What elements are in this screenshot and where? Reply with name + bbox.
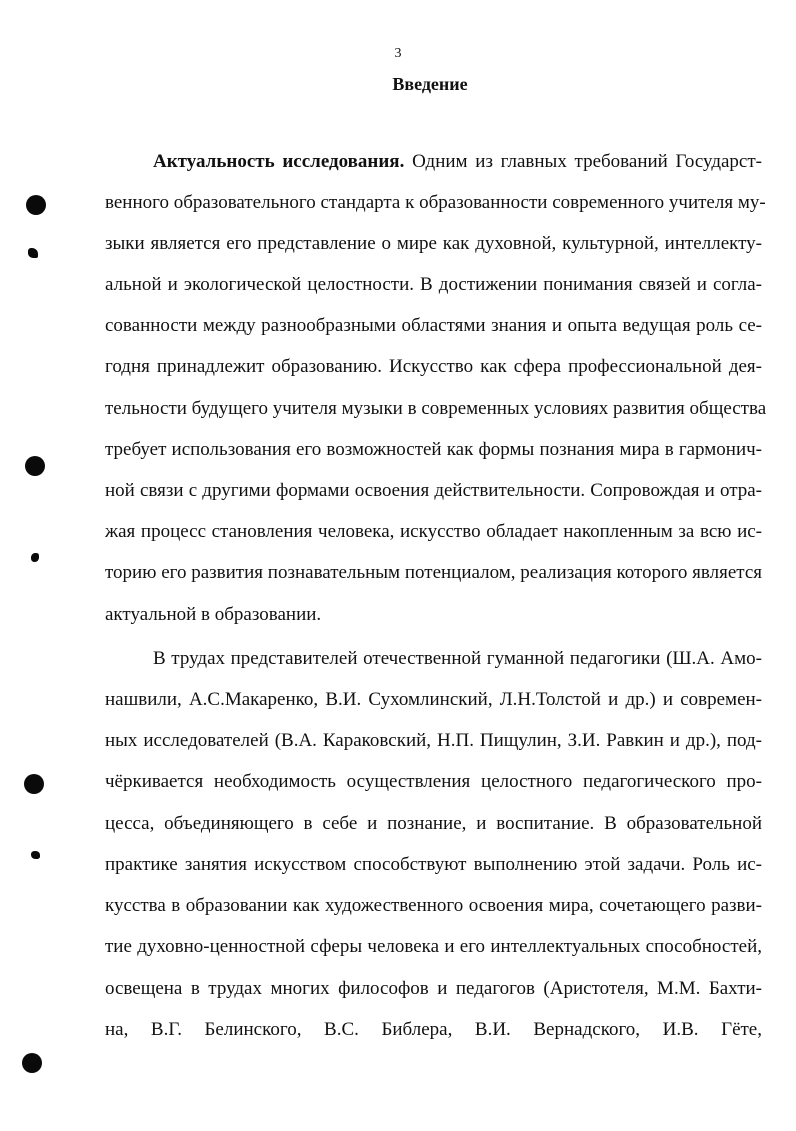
lead-phrase: Актуальность исследования. [153, 151, 405, 172]
scan-speck [28, 248, 38, 258]
punch-hole [26, 195, 46, 215]
text-line: тие духовно-ценностной сферы человека и его интеллектуальных способностей, [105, 936, 762, 957]
text-line: ной связи с другими формами освоения действительности. Сопровождая и отра- [105, 480, 762, 501]
punch-hole [24, 774, 44, 794]
text-line: чёркивается необходимость осуществления целостного педагогического про- [105, 771, 762, 792]
punch-hole [25, 456, 45, 476]
text-line: В трудах представителей отечественной гуманной педагогики (Ш.А. Амо- [153, 648, 762, 669]
text-line: венного образовательного стандарта к образованности современного учителя му- [105, 192, 766, 213]
text-line: торию его развития познавательным потенциалом, реализация которого является [105, 562, 762, 583]
text-line: на, В.Г. Белинского, В.С. Библера, В.И. Вернадского, И.В. Гёте, [105, 1019, 762, 1040]
text-line: зыки является его представление о мире как духовной, культурной, интеллекту- [105, 233, 762, 254]
page-number: 3 [394, 46, 402, 61]
page-heading: Введение [392, 74, 468, 94]
text-line: тельности будущего учителя музыки в современных условиях развития общества [105, 398, 767, 419]
text-line: ных исследователей (В.А. Караковский, Н.П. Пищулин, З.И. Равкин и др.), под- [105, 730, 762, 751]
text-line: годня принадлежит образованию. Искусство как сфера профессиональной дея- [105, 356, 762, 377]
text-line: кусства в образовании как художественного освоения мира, сочетающего разви- [105, 895, 762, 916]
scan-speck [31, 553, 39, 562]
scan-speck [31, 851, 40, 859]
text-line: актуальной в образовании. [105, 604, 322, 625]
text-line: требует использования его возможностей как формы познания мира в гармонич- [105, 439, 762, 460]
text-line: практике занятия искусством способствуют выполнению этой задачи. Роль ис- [105, 854, 762, 875]
text-line: сованности между разнообразными областями знания и опыта ведущая роль се- [105, 315, 762, 336]
text-line: цесса, объединяющего в себе и познание, и воспитание. В образовательной [105, 813, 762, 834]
text-line: альной и экологической целостности. В достижении понимания связей и согла- [105, 274, 762, 295]
text-line-rest: Одним из главных требований Государст- [404, 151, 762, 172]
punch-hole [22, 1053, 42, 1073]
text-line: жая процесс становления человека, искусство обладает накопленным за всю ис- [105, 521, 762, 542]
text-line [153, 150, 762, 174]
text-line: нашвили, А.С.Макаренко, В.И. Сухомлинский, Л.Н.Толстой и др.) и современ- [105, 689, 762, 710]
text-line: освещена в трудах многих философов и педагогов (Аристотеля, М.М. Бахти- [105, 978, 762, 999]
